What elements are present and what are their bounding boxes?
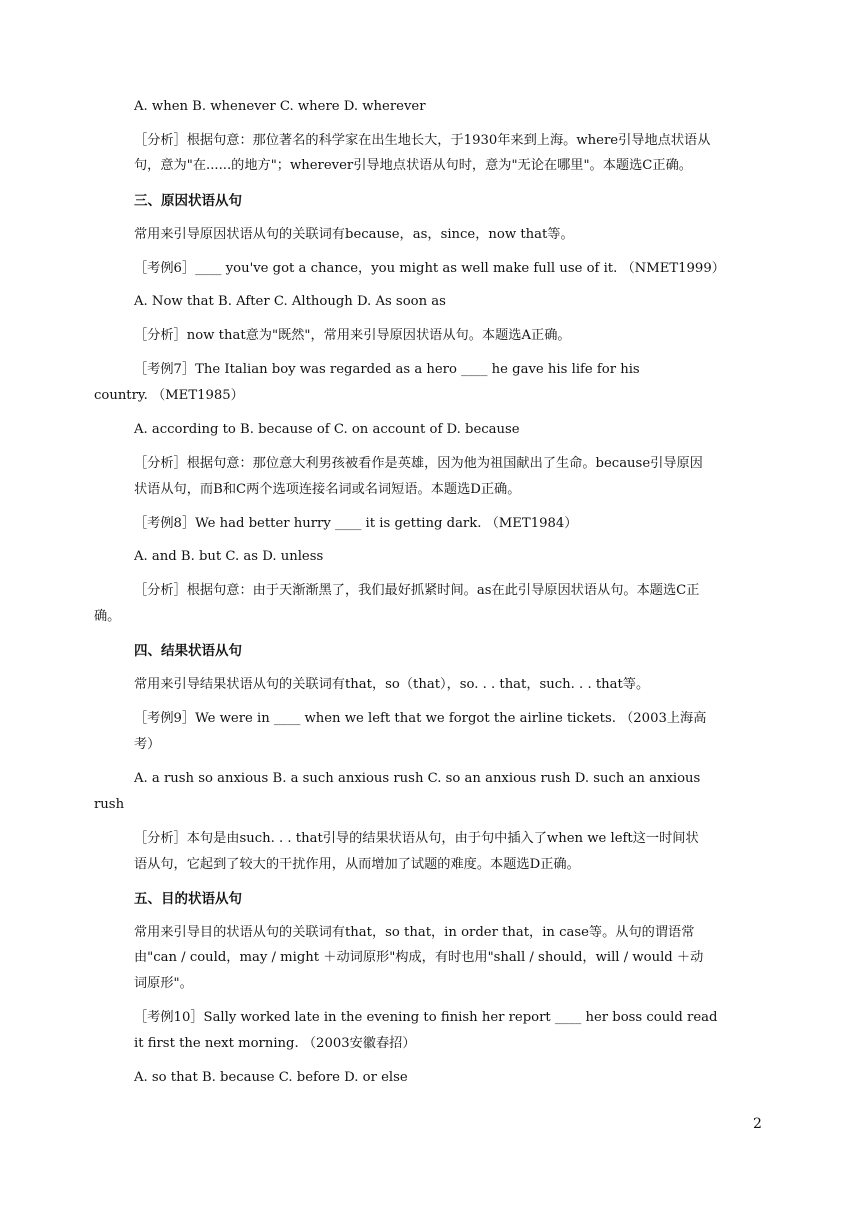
section-heading: 三、原因状语从句 bbox=[134, 193, 242, 209]
analysis-line: 语从句，它起到了较大的干扰作用，从而增加了试题的难度。本题选D正确。 bbox=[134, 857, 580, 872]
analysis-line: ［分析］本句是由such. . . that引导的结果状语从句，由于句中插入了when we left这一时间状 bbox=[134, 831, 699, 846]
analysis-line: 句，意为"在......的地方"；wherever引导地点状语从句时，意为"无论在哪里"。本题选C正确。 bbox=[134, 158, 692, 173]
body-line: 由"can / could，may / might ＋动词原形"构成，有时也用"shall / should，will / would ＋动 bbox=[134, 950, 704, 965]
option-line: A. and B. but C. as D. unless bbox=[134, 549, 324, 564]
analysis-line: ［分析］根据句意：那位著名的科学家在出生地长大，于1930年来到上海。where引导地点状语从 bbox=[134, 133, 711, 148]
option-line: A. according to B. because of C. on account of D. because bbox=[134, 422, 520, 437]
example-line: ［考例6］____ you've got a chance，you might as well make full use of it. （NMET1999） bbox=[134, 261, 725, 276]
example-line: 考） bbox=[134, 737, 161, 752]
example-line: ［考例9］We were in ____ when we left that we forgot the airline tickets. （2003上海高 bbox=[134, 711, 707, 726]
example-line: country. （MET1985） bbox=[94, 388, 244, 403]
option-line: A. Now that B. After C. Although D. As soon as bbox=[134, 294, 446, 309]
example-line: ［考例10］Sally worked late in the evening to finish her report ____ her boss could read bbox=[134, 1010, 718, 1025]
analysis-line: ［分析］根据句意：由于天渐渐黑了，我们最好抓紧时间。as在此引导原因状语从句。本题选C正 bbox=[134, 583, 700, 598]
analysis-line: 确。 bbox=[94, 609, 121, 624]
section-heading: 四、结果状语从句 bbox=[134, 643, 242, 659]
body-line: 常用来引导结果状语从句的关联词有that，so（that），so. . . that，such. . . that等。 bbox=[134, 677, 650, 692]
body-line: 常用来引导原因状语从句的关联词有because，as，since，now that等。 bbox=[134, 227, 574, 242]
example-line: it first the next morning. （2003安徽春招） bbox=[134, 1036, 416, 1051]
analysis-line: ［分析］根据句意：那位意大利男孩被看作是英雄，因为他为祖国献出了生命。because引导原因 bbox=[134, 456, 703, 471]
analysis-line: 状语从句，而B和C两个选项连接名词或名词短语。本题选D正确。 bbox=[134, 482, 521, 497]
analysis-line: ［分析］now that意为"既然"，常用来引导原因状语从句。本题选A正确。 bbox=[134, 328, 571, 343]
option-line: A. so that B. because C. before D. or else bbox=[134, 1070, 408, 1085]
body-line: 词原形"。 bbox=[134, 976, 193, 991]
page-number: 2 bbox=[753, 1116, 762, 1132]
section-heading: 五、目的状语从句 bbox=[134, 891, 242, 907]
option-line: A. a rush so anxious B. a such anxious rush C. so an anxious rush D. such an anxious bbox=[134, 771, 701, 786]
option-line: rush bbox=[94, 797, 125, 812]
option-line: A. when B. whenever C. where D. wherever bbox=[134, 99, 426, 114]
body-line: 常用来引导目的状语从句的关联词有that，so that，in order that，in case等。从句的谓语常 bbox=[134, 925, 695, 940]
example-line: ［考例7］The Italian boy was regarded as a hero ____ he gave his life for his bbox=[134, 362, 640, 377]
example-line: ［考例8］We had better hurry ____ it is getting dark. （MET1984） bbox=[134, 516, 578, 531]
